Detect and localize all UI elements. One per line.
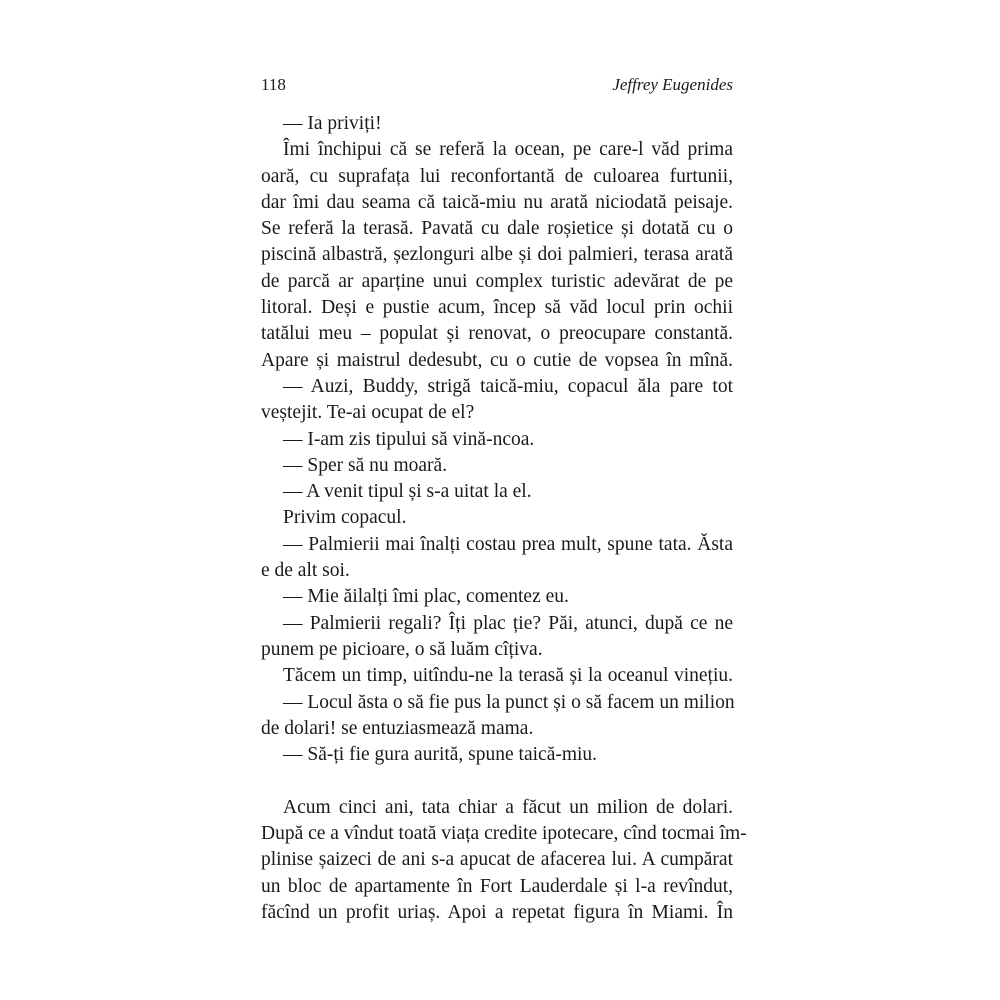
running-head-author: Jeffrey Eugenides (612, 75, 733, 94)
text-line: — A venit tipul și s-a uitat la el. (283, 481, 532, 503)
text-line: făcînd un profit uriaș. Apoi a repetat figura în Miami. În (261, 901, 733, 923)
text-line: — Palmierii mai înalți costau prea mult, spune tata. Ăsta (283, 533, 733, 555)
text-line: de dolari! se entuziasmează mama. (261, 717, 534, 739)
text-line: de parcă ar aparține unui complex turistic adevărat de pe (261, 270, 733, 292)
text-line: — Palmierii regali? Îți plac ție? Păi, atunci, după ce ne (283, 612, 733, 634)
text-line: — Sper să nu moară. (283, 454, 448, 476)
text-line: plinise șaizeci de ani s-a apucat de afacerea lui. A cumpărat (261, 849, 733, 871)
text-line: — Ia priviți! (283, 113, 382, 134)
narrative-section (261, 795, 747, 926)
text-line: — Auzi, Buddy, strigă taică-miu, copacul ăla pare tot (283, 375, 733, 397)
text-line: dar îmi dau seama că taică-miu nu arată niciodată peisaje. (261, 191, 733, 213)
text-line: Tăcem un timp, uitîndu-ne la terasă și la oceanul vinețiu. (283, 665, 733, 687)
text-line: piscină albastră, șezlonguri albe și doi palmieri, terasa arată (261, 244, 733, 266)
text-line: Îmi închipui că se referă la ocean, pe care-l văd prima (283, 139, 733, 161)
text-line: punem pe picioare, o să luăm cîțiva. (261, 638, 543, 660)
text-line: veștejit. Te-ai ocupat de el? (261, 402, 475, 424)
text-line: Privim copacul. (283, 507, 407, 529)
text-line: litoral. Deși e pustie acum, încep să văd locul prin ochii (261, 297, 733, 319)
text-line: Apare și maistrul dedesubt, cu o cutie de vopsea în mînă. (261, 349, 733, 371)
text-line: un bloc de apartamente în Fort Lauderdale și l-a revîndut, (261, 875, 733, 897)
text-line: După ce a vîndut toată viața credite ipotecare, cînd tocmai îm- (261, 823, 747, 845)
text-line: — I-am zis tipului să vină-ncoa. (283, 428, 535, 450)
section-break (261, 768, 733, 794)
body-text (261, 111, 747, 926)
text-line: — Locul ăsta o să fie pus la punct și o să facem un milion (283, 691, 735, 713)
dialogue-section (261, 111, 733, 768)
text-line: — Mie ăilalți îmi plac, comentez eu. (283, 586, 569, 608)
text-line: oară, cu suprafața lui reconfortantă de culoarea furtunii, (261, 165, 733, 187)
text-line: tatălui meu – populat și renovat, o preocupare constantă. (261, 323, 733, 345)
text-line: e de alt soi. (261, 560, 350, 582)
running-head (261, 72, 733, 98)
page-number: 118 (261, 75, 286, 94)
text-line: Se referă la terasă. Pavată cu dale roșietice și dotată cu o (261, 218, 733, 240)
text-line: — Să-ți fie gura aurită, spune taică-miu. (283, 744, 598, 766)
text-line: Acum cinci ani, tata chiar a făcut un milion de dolari. (283, 796, 733, 818)
